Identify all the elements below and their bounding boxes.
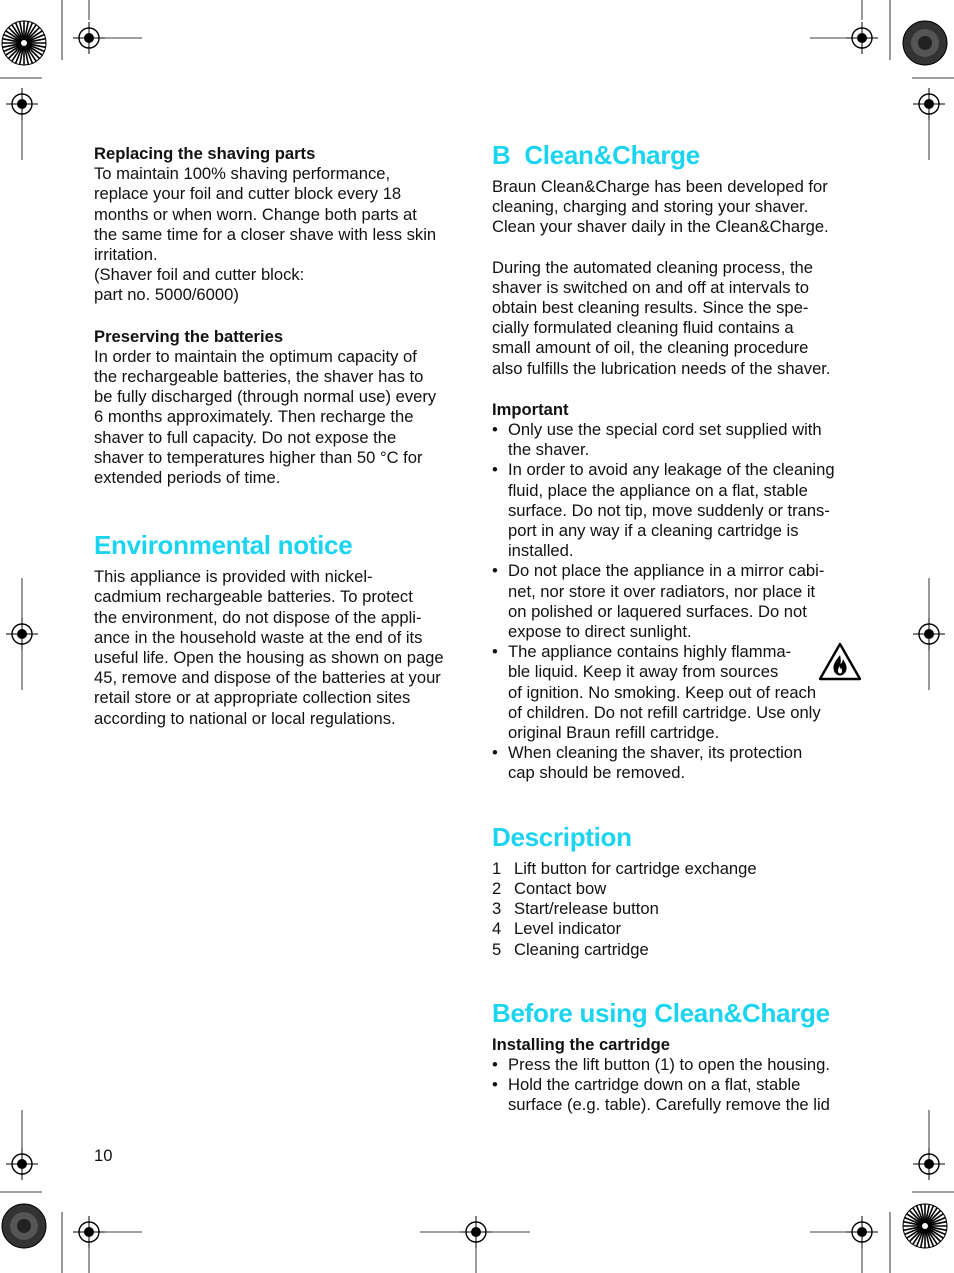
registration-mark-icon — [6, 618, 38, 650]
text-line: cleaning, charging and storing your shaver. — [492, 197, 809, 217]
replacing-text — [94, 164, 464, 305]
text-line: • The appliance contains highly flamma- — [508, 642, 792, 662]
item-label: Lift button for cartridge exchange — [514, 858, 757, 878]
text-line: • Hold the cartridge down on a flat, stable — [508, 1075, 801, 1095]
item-label: Level indicator — [514, 919, 622, 939]
text-line: also fulfills the lubrication needs of the shaver. — [492, 358, 831, 378]
item-label: Start/release button — [514, 899, 659, 919]
text-line: replace your foil and cutter block every 18 — [94, 184, 402, 204]
flammable-warning-icon — [818, 642, 862, 682]
list-item — [492, 420, 862, 460]
list-item — [492, 899, 862, 919]
text-line: be fully discharged (through normal use) every — [94, 387, 437, 407]
cleancharge-title: B Clean&Charge — [492, 140, 700, 170]
text-line: small amount of oil, the cleaning procedure — [492, 338, 809, 358]
text-line: 6 months approximately. Then recharge the — [94, 407, 414, 427]
list-item — [492, 460, 862, 561]
text-line: installed. — [508, 541, 574, 561]
text-line: shaver to temperatures higher than 50 °C for — [94, 447, 423, 467]
before-list — [492, 1055, 862, 1116]
text-line: surface. Do not tip, move suddenly or trans- — [508, 500, 830, 520]
text-line: irritation. — [94, 245, 158, 265]
text-line: • In order to avoid any leakage of the cleaning — [508, 460, 835, 480]
item-number: 1 — [492, 858, 502, 878]
text-line: expose to direct sunlight. — [508, 622, 692, 642]
text-line: net, nor store it over radiators, nor place it — [508, 581, 816, 601]
color-wheel-icon — [2, 21, 46, 65]
environment-text — [94, 567, 464, 729]
text-line: To maintain 100% shaving performance, — [94, 164, 391, 184]
text-line: ance in the household waste at the end of its — [94, 627, 423, 647]
list-item — [492, 919, 862, 939]
cleancharge-section — [492, 140, 862, 379]
list-item — [492, 642, 862, 743]
replacing-title: Replacing the shaving parts — [94, 144, 316, 163]
left-column — [94, 144, 464, 729]
registration-mark-icon — [913, 88, 945, 120]
text-line: Clean your shaver daily in the Clean&Charge. — [492, 217, 829, 237]
list-item — [492, 743, 862, 783]
text-line: of ignition. No smoking. Keep out of reach — [508, 682, 817, 702]
text-line: cadmium rechargeable batteries. To protect — [94, 587, 413, 607]
text-line: cap should be removed. — [508, 763, 686, 783]
text-line: This appliance is provided with nickel- — [94, 567, 373, 587]
environment-section — [94, 530, 464, 729]
registration-mark-icon — [913, 1148, 945, 1180]
right-column — [492, 140, 862, 1116]
list-item — [492, 859, 862, 879]
list-item — [492, 1075, 862, 1115]
color-wheel-icon — [903, 1204, 947, 1248]
text-line: the same time for a closer shave with less skin — [94, 224, 437, 244]
item-number: 4 — [492, 919, 502, 939]
color-wheel-icon — [2, 1204, 46, 1248]
registration-mark-icon — [846, 22, 878, 54]
text-line: extended periods of time. — [94, 468, 281, 488]
text-line: fluid, place the appliance on a flat, stable — [508, 480, 808, 500]
batteries-section — [94, 327, 464, 489]
text-line: • When cleaning the shaver, its protection — [508, 743, 803, 763]
cleancharge-process — [492, 258, 862, 379]
list-item — [492, 1055, 862, 1075]
text-line: on polished or laquered surfaces. Do not — [508, 601, 807, 621]
environment-title: Environmental notice — [94, 530, 353, 561]
text-line: Braun Clean&Charge has been developed for — [492, 177, 828, 196]
page-number: 10 — [94, 1146, 113, 1165]
text-line: months or when worn. Change both parts at — [94, 204, 417, 224]
item-number: 5 — [492, 939, 502, 959]
registration-mark-icon — [913, 618, 945, 650]
text-line: useful life. Open the housing as shown on page — [94, 648, 444, 668]
before-section — [492, 998, 862, 1116]
list-item — [492, 879, 862, 899]
before-subtitle: Installing the cartridge — [492, 1034, 670, 1054]
list-item — [492, 940, 862, 960]
text-line: the shaver. — [508, 440, 590, 460]
item-number: 2 — [492, 878, 502, 898]
registration-mark-icon — [846, 1216, 878, 1248]
text-line: obtain best cleaning results. Since the spe- — [492, 298, 809, 318]
before-title: Before using Clean&Charge — [492, 997, 830, 1028]
text-line: 45, remove and dispose of the batteries at your — [94, 668, 441, 688]
text-line: shaver is switched on and off at intervals to — [492, 277, 809, 297]
item-number: 3 — [492, 899, 502, 919]
important-section — [492, 400, 862, 784]
text-line: retail store or at appropriate collection sites — [94, 688, 411, 708]
item-label: Cleaning cartridge — [514, 939, 649, 959]
text-line: • Do not place the appliance in a mirror cabi- — [508, 561, 825, 581]
text-line: • Press the lift button (1) to open the housing. — [508, 1054, 830, 1074]
batteries-title: Preserving the batteries — [94, 326, 284, 346]
text-line: ble liquid. Keep it away from sources — [508, 662, 779, 682]
text-line: according to national or local regulations. — [94, 708, 396, 728]
text-line: the environment, do not dispose of the appli- — [94, 607, 422, 627]
description-section — [492, 822, 862, 960]
text-line: cially formulated cleaning fluid contains a — [492, 318, 794, 338]
registration-mark-icon — [6, 88, 38, 120]
description-list — [492, 859, 862, 960]
important-list — [492, 420, 862, 784]
text-line: surface (e.g. table). Carefully remove the lid — [508, 1095, 830, 1115]
text-line: the rechargeable batteries, the shaver has to — [94, 367, 424, 387]
text-line: of children. Do not refill cartridge. Use only — [508, 702, 821, 722]
item-label: Contact bow — [514, 878, 607, 898]
important-title: Important — [492, 399, 569, 419]
batteries-text — [94, 347, 464, 488]
text-line: • Only use the special cord set supplied with — [508, 420, 822, 440]
text-line: original Braun refill cartridge. — [508, 723, 720, 743]
replacing-section — [94, 144, 464, 306]
text-line: In order to maintain the optimum capacity of — [94, 346, 417, 366]
text-line: port in any way if a cleaning cartridge is — [508, 521, 799, 541]
cleancharge-intro — [492, 177, 862, 238]
text-line: (Shaver foil and cutter block: — [94, 265, 305, 285]
text-line: During the automated cleaning process, the — [492, 257, 814, 277]
registration-mark-icon — [460, 1216, 492, 1248]
text-line: shaver to full capacity. Do not expose the — [94, 427, 397, 447]
list-item — [492, 561, 862, 642]
color-wheel-icon — [903, 21, 947, 65]
registration-mark-icon — [6, 1148, 38, 1180]
description-title: Description — [492, 821, 632, 852]
text-line: part no. 5000/6000) — [94, 285, 239, 305]
